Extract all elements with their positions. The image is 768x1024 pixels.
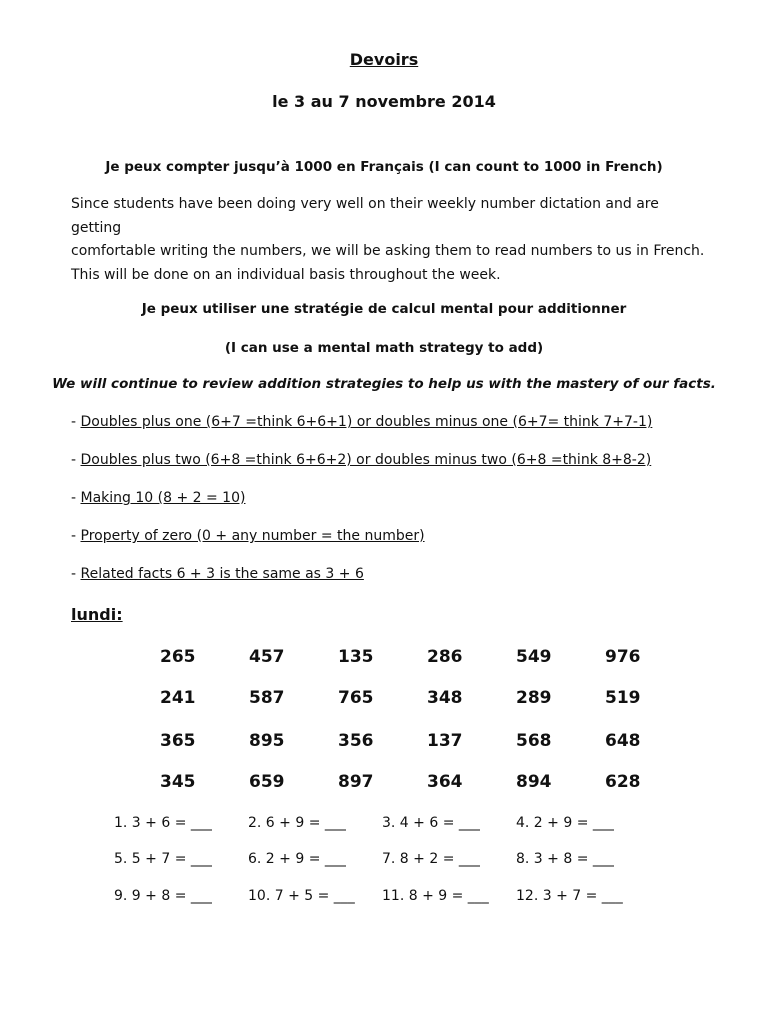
paragraph-line: comfortable writing the numbers, we will be asking them to read numbers to us in French. <box>71 243 705 259</box>
strategy-item: - Doubles plus one (6+7 =think 6+6+1) or doubles minus one (6+7= think 7+7-1) <box>71 414 653 430</box>
number-cell: 289 <box>516 688 552 708</box>
number-cell: 241 <box>160 688 196 708</box>
number-cell: 976 <box>605 647 641 667</box>
number-cell: 628 <box>605 772 641 792</box>
number-cell: 365 <box>160 731 196 751</box>
number-cell: 137 <box>427 731 463 751</box>
number-cell: 265 <box>160 647 196 667</box>
number-cell: 348 <box>427 688 463 708</box>
strategy-item: - Property of zero (0 + any number = the number) <box>71 528 425 544</box>
number-cell: 286 <box>427 647 463 667</box>
number-cell: 568 <box>516 731 552 751</box>
addition-problem: 7. 8 + 2 = ___ <box>382 851 480 867</box>
addition-problem: 4. 2 + 9 = ___ <box>516 815 614 831</box>
number-cell: 894 <box>516 772 552 792</box>
addition-problem: 9. 9 + 8 = ___ <box>114 888 212 904</box>
strategy-text: Doubles plus two (6+8 =think 6+6+2) or doubles minus two (6+8 =think 8+8-2) <box>80 452 652 468</box>
number-cell: 356 <box>338 731 374 751</box>
number-cell: 897 <box>338 772 374 792</box>
number-cell: 519 <box>605 688 641 708</box>
section-heading-mental-math-fr: Je peux utiliser une stratégie de calcul mental pour additionner <box>141 301 627 317</box>
number-cell: 895 <box>249 731 285 751</box>
strategy-item: - Doubles plus two (6+8 =think 6+6+2) or doubles minus two (6+8 =think 8+8-2) <box>71 452 652 468</box>
addition-problem: 12. 3 + 7 = ___ <box>516 888 623 904</box>
strategy-text: Related facts 6 + 3 is the same as 3 + 6 <box>80 566 364 582</box>
number-cell: 765 <box>338 688 374 708</box>
strategies-intro: We will continue to review addition strategies to help us with the mastery of our facts. <box>52 376 716 392</box>
strategy-text: Doubles plus one (6+7 =think 6+6+1) or doubles minus one (6+7= think 7+7-1) <box>80 414 653 430</box>
page-title: Devoirs <box>349 50 419 69</box>
strategy-text: Making 10 (8 + 2 = 10) <box>80 490 246 506</box>
section-heading-mental-math-en: (I can use a mental math strategy to add) <box>224 340 544 356</box>
addition-problem: 10. 7 + 5 = ___ <box>248 888 355 904</box>
number-cell: 549 <box>516 647 552 667</box>
addition-problem: 5. 5 + 7 = ___ <box>114 851 212 867</box>
counting-paragraph <box>71 193 711 287</box>
addition-problem: 11. 8 + 9 = ___ <box>382 888 489 904</box>
addition-problem: 2. 6 + 9 = ___ <box>248 815 346 831</box>
number-cell: 364 <box>427 772 463 792</box>
number-cell: 135 <box>338 647 374 667</box>
number-cell: 648 <box>605 731 641 751</box>
addition-problem: 6. 2 + 9 = ___ <box>248 851 346 867</box>
number-cell: 659 <box>249 772 285 792</box>
paragraph-line: Since students have been doing very well on their weekly number dictation and are getting <box>71 196 659 236</box>
day-label-lundi: lundi: <box>71 605 123 624</box>
strategy-item: - Making 10 (8 + 2 = 10) <box>71 490 246 506</box>
addition-problem: 8. 3 + 8 = ___ <box>516 851 614 867</box>
number-cell: 345 <box>160 772 196 792</box>
addition-problem: 3. 4 + 6 = ___ <box>382 815 480 831</box>
addition-problem: 1. 3 + 6 = ___ <box>114 815 212 831</box>
paragraph-line: This will be done on an individual basis throughout the week. <box>71 266 501 283</box>
number-cell: 457 <box>249 647 285 667</box>
section-heading-counting: Je peux compter jusqu’à 1000 en Français (I can count to 1000 in French) <box>105 159 663 175</box>
strategy-item: - Related facts 6 + 3 is the same as 3 + 6 <box>71 566 364 582</box>
date-range: le 3 au 7 novembre 2014 <box>272 92 496 111</box>
number-cell: 587 <box>249 688 285 708</box>
strategy-text: Property of zero (0 + any number = the number) <box>80 528 425 544</box>
